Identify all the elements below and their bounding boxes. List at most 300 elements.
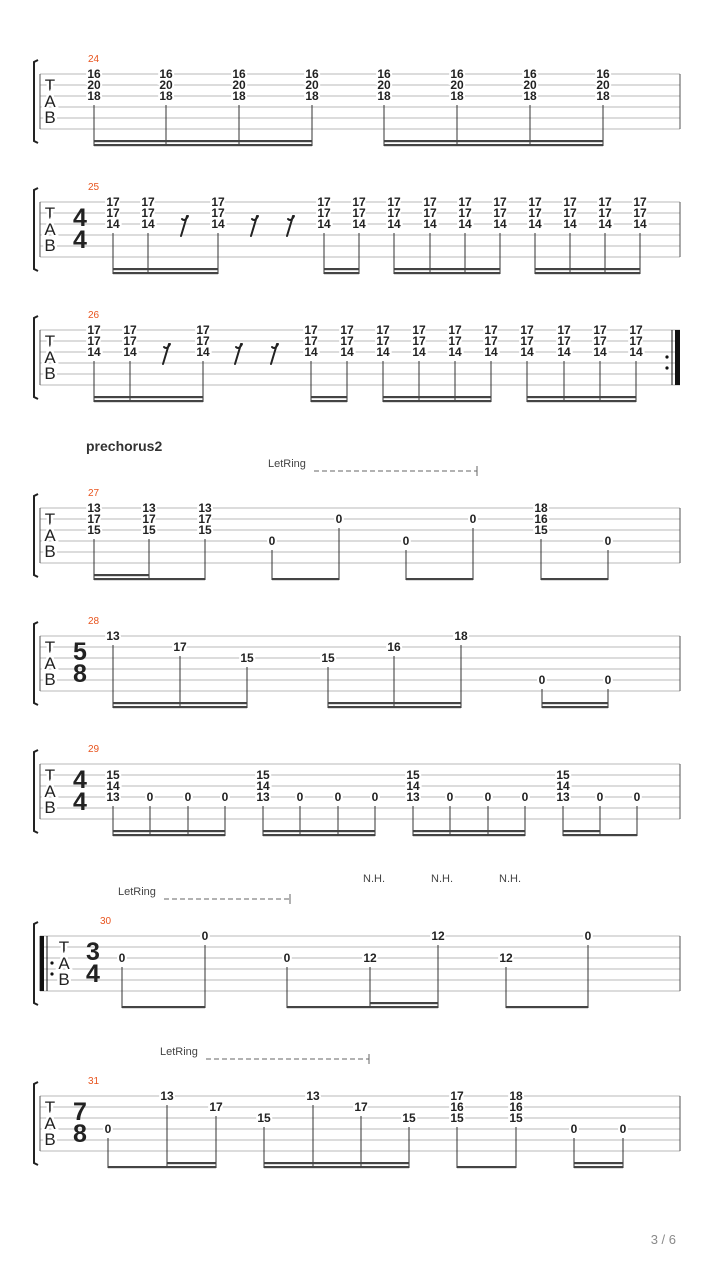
fret-number: 15 — [87, 523, 101, 537]
tab-clef-letter: B — [44, 108, 56, 127]
fret-number: 17 — [196, 323, 210, 337]
tab-clef-letter: B — [58, 970, 70, 989]
fret-number: 17 — [340, 334, 354, 348]
time-signature-digit: 4 — [73, 226, 87, 254]
fret-number: 17 — [633, 206, 647, 220]
fret-number: 17 — [317, 195, 331, 209]
fret-number: 17 — [629, 323, 643, 337]
fret-number: 0 — [296, 790, 304, 804]
fret-number: 0 — [604, 673, 612, 687]
fret-number: 0 — [334, 790, 342, 804]
fret-number: 15 — [406, 768, 420, 782]
fret-number: 0 — [184, 790, 192, 804]
fret-number: 17 — [142, 512, 156, 526]
fret-number: 0 — [633, 790, 641, 804]
repeat-dot — [665, 355, 668, 358]
repeat-end-thick-bar — [675, 330, 680, 385]
tab-clef-letter: T — [44, 332, 56, 351]
tab-clef-letter: T — [44, 204, 56, 223]
fret-number: 14 — [106, 217, 120, 231]
fret-number: 17 — [493, 195, 507, 209]
fret-number: 17 — [211, 195, 225, 209]
beam — [328, 702, 461, 704]
fret-number: 18 — [159, 89, 173, 103]
fret-number: 17 — [423, 206, 437, 220]
beam — [108, 1166, 216, 1168]
fret-number: 12 — [499, 951, 513, 965]
tab-clef-letter: B — [44, 670, 56, 689]
beam — [263, 830, 375, 832]
fret-number: 17 — [317, 206, 331, 220]
fret-number: 14 — [563, 217, 577, 231]
fret-number: 17 — [493, 206, 507, 220]
fret-number: 17 — [87, 334, 101, 348]
time-signature-digit: 5 — [73, 638, 87, 666]
fret-number: 17 — [376, 323, 390, 337]
fret-number: 20 — [596, 78, 610, 92]
measure-number: 26 — [88, 310, 100, 321]
fret-number: 14 — [448, 345, 462, 359]
tab-clef-letter: A — [44, 220, 56, 239]
fret-number: 17 — [520, 323, 534, 337]
fret-number: 12 — [431, 929, 445, 943]
fret-number: 14 — [633, 217, 647, 231]
beam — [264, 1162, 409, 1164]
tab-system-29 — [34, 744, 680, 836]
beam — [541, 578, 608, 580]
beam — [324, 268, 359, 270]
fret-number: 15 — [402, 1111, 416, 1125]
time-signature-digit: 4 — [73, 204, 87, 232]
tab-clef-letter: B — [44, 542, 56, 561]
beam — [406, 578, 473, 580]
fret-number: 20 — [305, 78, 319, 92]
fret-number: 17 — [629, 334, 643, 348]
natural-harmonic-label: N.H. — [499, 873, 521, 885]
fret-number: 14 — [412, 345, 426, 359]
fret-number: 13 — [256, 790, 270, 804]
fret-number: 15 — [556, 768, 570, 782]
fret-number: 20 — [377, 78, 391, 92]
fret-number: 15 — [450, 1111, 464, 1125]
time-signature-digit: 4 — [86, 960, 100, 988]
fret-number: 18 — [596, 89, 610, 103]
measure-number: 25 — [88, 182, 100, 193]
beam — [542, 702, 608, 704]
fret-number: 14 — [557, 345, 571, 359]
fret-number: 15 — [321, 651, 335, 665]
time-signature-digit: 3 — [86, 938, 100, 966]
beam — [394, 268, 500, 270]
time-signature-digit: 8 — [73, 1120, 87, 1148]
fret-number: 14 — [598, 217, 612, 231]
tab-system-26 — [34, 310, 680, 402]
fret-number: 15 — [534, 523, 548, 537]
beam — [94, 144, 312, 146]
fret-number: 0 — [283, 951, 291, 965]
fret-number: 18 — [523, 89, 537, 103]
sixteenth-rest — [163, 344, 170, 364]
fret-number: 17 — [557, 334, 571, 348]
fret-number: 17 — [557, 323, 571, 337]
fret-number: 14 — [123, 345, 137, 359]
beam — [527, 400, 636, 402]
repeat-start-thick-bar — [40, 936, 44, 991]
time-signature-digit: 4 — [73, 788, 87, 816]
system-bracket — [34, 316, 38, 399]
tab-system-31 — [34, 1046, 680, 1168]
beam — [113, 702, 247, 704]
sixteenth-rest — [287, 216, 294, 236]
fret-number: 18 — [377, 89, 391, 103]
tab-system-30 — [34, 873, 680, 1008]
beam — [311, 400, 347, 402]
time-signature-digit: 8 — [73, 660, 87, 688]
fret-number: 13 — [87, 501, 101, 515]
fret-number: 17 — [563, 206, 577, 220]
fret-number: 0 — [469, 512, 477, 526]
beam — [94, 578, 205, 580]
fret-number: 16 — [509, 1100, 523, 1114]
tab-clef-letter: A — [44, 1114, 56, 1133]
let-ring-label: LetRing — [160, 1046, 198, 1058]
beam — [122, 1006, 205, 1008]
fret-number: 20 — [232, 78, 246, 92]
fret-number: 0 — [570, 1122, 578, 1136]
section-label: prechorus2 — [86, 438, 163, 454]
sixteenth-rest — [235, 344, 242, 364]
fret-number: 14 — [106, 779, 120, 793]
fret-number: 0 — [221, 790, 229, 804]
fret-number: 18 — [305, 89, 319, 103]
fret-number: 0 — [596, 790, 604, 804]
fret-number: 18 — [232, 89, 246, 103]
fret-number: 18 — [454, 629, 468, 643]
fret-number: 17 — [593, 323, 607, 337]
fret-number: 12 — [363, 951, 377, 965]
beam — [94, 140, 312, 142]
fret-number: 0 — [201, 929, 209, 943]
beam — [94, 396, 203, 398]
fret-number: 16 — [305, 67, 319, 81]
fret-number: 0 — [584, 929, 592, 943]
tab-clef-letter: B — [44, 236, 56, 255]
fret-number: 15 — [257, 1111, 271, 1125]
tab-system-25 — [34, 182, 680, 274]
tab-clef-letter: T — [44, 76, 56, 95]
system-bracket — [34, 922, 38, 1005]
fret-number: 17 — [304, 323, 318, 337]
fret-number: 13 — [106, 629, 120, 643]
fret-number: 14 — [87, 345, 101, 359]
beam — [535, 272, 640, 274]
fret-number: 15 — [256, 768, 270, 782]
beam — [563, 830, 600, 832]
fret-number: 14 — [484, 345, 498, 359]
fret-number: 17 — [598, 195, 612, 209]
fret-number: 17 — [304, 334, 318, 348]
beam — [383, 400, 491, 402]
fret-number: 17 — [484, 334, 498, 348]
fret-number: 16 — [450, 67, 464, 81]
measure-number: 27 — [88, 488, 100, 499]
beam — [457, 1166, 516, 1168]
system-bracket — [34, 60, 38, 143]
system-bracket — [34, 750, 38, 833]
fret-number: 13 — [556, 790, 570, 804]
fret-number: 14 — [528, 217, 542, 231]
fret-number: 14 — [211, 217, 225, 231]
tab-clef-letter: B — [44, 798, 56, 817]
page-number: 3 / 6 — [650, 1232, 676, 1247]
natural-harmonic-label: N.H. — [431, 873, 453, 885]
repeat-dot — [665, 366, 668, 369]
fret-number: 0 — [521, 790, 529, 804]
fret-number: 17 — [484, 323, 498, 337]
fret-number: 18 — [87, 89, 101, 103]
fret-number: 14 — [256, 779, 270, 793]
fret-number: 17 — [87, 323, 101, 337]
fret-number: 16 — [87, 67, 101, 81]
fret-number: 17 — [198, 512, 212, 526]
beam — [264, 1166, 409, 1168]
sixteenth-rest — [251, 216, 258, 236]
fret-number: 14 — [352, 217, 366, 231]
fret-number: 17 — [528, 206, 542, 220]
beam — [94, 574, 149, 576]
fret-number: 17 — [563, 195, 577, 209]
fret-number: 20 — [87, 78, 101, 92]
tab-clef-letter: A — [44, 654, 56, 673]
fret-number: 14 — [376, 345, 390, 359]
fret-number: 14 — [493, 217, 507, 231]
fret-number: 15 — [240, 651, 254, 665]
beam — [535, 268, 640, 270]
fret-number: 0 — [538, 673, 546, 687]
beam — [574, 1162, 623, 1164]
fret-number: 17 — [387, 206, 401, 220]
fret-number: 0 — [146, 790, 154, 804]
fret-number: 13 — [106, 790, 120, 804]
fret-number: 17 — [598, 206, 612, 220]
fret-number: 0 — [619, 1122, 627, 1136]
fret-number: 0 — [118, 951, 126, 965]
fret-number: 13 — [160, 1089, 174, 1103]
fret-number: 16 — [387, 640, 401, 654]
tab-clef-letter: A — [44, 92, 56, 111]
natural-harmonic-label: N.H. — [363, 873, 385, 885]
system-bracket — [34, 494, 38, 577]
let-ring-label: LetRing — [268, 458, 306, 470]
beam — [328, 706, 461, 708]
fret-number: 14 — [141, 217, 155, 231]
fret-number: 17 — [448, 323, 462, 337]
fret-number: 0 — [104, 1122, 112, 1136]
fret-number: 20 — [450, 78, 464, 92]
beam — [394, 272, 500, 274]
fret-number: 17 — [376, 334, 390, 348]
fret-number: 17 — [354, 1100, 368, 1114]
fret-number: 17 — [123, 323, 137, 337]
fret-number: 18 — [534, 501, 548, 515]
beam — [113, 830, 225, 832]
beam — [94, 400, 203, 402]
fret-number: 15 — [509, 1111, 523, 1125]
measure-number: 29 — [88, 744, 100, 755]
beam — [383, 396, 491, 398]
fret-number: 17 — [123, 334, 137, 348]
fret-number: 17 — [340, 323, 354, 337]
tab-clef-letter: B — [44, 1130, 56, 1149]
beam — [272, 578, 339, 580]
fret-number: 17 — [412, 334, 426, 348]
fret-number: 17 — [520, 334, 534, 348]
tab-clef-letter: T — [44, 638, 56, 657]
fret-number: 0 — [335, 512, 343, 526]
fret-number: 14 — [196, 345, 210, 359]
fret-number: 17 — [352, 206, 366, 220]
fret-number: 17 — [141, 206, 155, 220]
tab-clef-letter: A — [44, 782, 56, 801]
fret-number: 0 — [268, 534, 276, 548]
fret-number: 14 — [317, 217, 331, 231]
system-bracket — [34, 622, 38, 705]
fret-number: 16 — [523, 67, 537, 81]
fret-number: 17 — [450, 1089, 464, 1103]
measure-number: 31 — [88, 1076, 100, 1087]
fret-number: 16 — [232, 67, 246, 81]
fret-number: 17 — [173, 640, 187, 654]
fret-number: 15 — [198, 523, 212, 537]
sixteenth-rest — [271, 344, 278, 364]
fret-number: 0 — [402, 534, 410, 548]
beam — [370, 1002, 438, 1004]
beam — [311, 396, 347, 398]
tab-clef-letter: T — [44, 510, 56, 529]
fret-number: 14 — [406, 779, 420, 793]
fret-number: 16 — [596, 67, 610, 81]
fret-number: 17 — [352, 195, 366, 209]
fret-number: 0 — [446, 790, 454, 804]
system-bracket — [34, 1082, 38, 1165]
fret-number: 13 — [406, 790, 420, 804]
tab-clef-letter: T — [58, 938, 70, 957]
fret-number: 17 — [458, 195, 472, 209]
fret-number: 14 — [340, 345, 354, 359]
repeat-dot — [50, 961, 53, 964]
fret-number: 16 — [377, 67, 391, 81]
beam — [324, 272, 359, 274]
fret-number: 17 — [423, 195, 437, 209]
fret-number: 13 — [198, 501, 212, 515]
fret-number: 14 — [593, 345, 607, 359]
time-signature-digit: 7 — [73, 1098, 87, 1126]
fret-number: 17 — [141, 195, 155, 209]
fret-number: 0 — [604, 534, 612, 548]
beam — [574, 1166, 623, 1168]
time-signature-digit: 4 — [73, 766, 87, 794]
fret-number: 17 — [633, 195, 647, 209]
repeat-dot — [50, 972, 53, 975]
fret-number: 16 — [534, 512, 548, 526]
measure-number: 24 — [88, 54, 100, 65]
fret-number: 16 — [450, 1100, 464, 1114]
fret-number: 0 — [484, 790, 492, 804]
beam — [113, 834, 225, 836]
system-bracket — [34, 188, 38, 271]
tab-clef-letter: A — [44, 348, 56, 367]
beam — [263, 834, 375, 836]
beam — [113, 706, 247, 708]
beam — [506, 1006, 588, 1008]
fret-number: 18 — [509, 1089, 523, 1103]
beam — [542, 706, 608, 708]
fret-number: 17 — [387, 195, 401, 209]
fret-number: 17 — [458, 206, 472, 220]
beam — [413, 830, 525, 832]
fret-number: 17 — [106, 195, 120, 209]
tab-clef-letter: T — [44, 1098, 56, 1117]
let-ring-label: LetRing — [118, 886, 156, 898]
fret-number: 17 — [448, 334, 462, 348]
fret-number: 15 — [142, 523, 156, 537]
fret-number: 14 — [629, 345, 643, 359]
beam — [287, 1006, 438, 1008]
tab-clef-letter: A — [44, 526, 56, 545]
beam — [384, 140, 603, 142]
fret-number: 17 — [87, 512, 101, 526]
fret-number: 0 — [371, 790, 379, 804]
beam — [113, 272, 218, 274]
fret-number: 17 — [211, 206, 225, 220]
sixteenth-rest — [181, 216, 188, 236]
beam — [113, 268, 218, 270]
fret-number: 14 — [304, 345, 318, 359]
fret-number: 17 — [528, 195, 542, 209]
tab-clef-letter: B — [44, 364, 56, 383]
measure-number: 30 — [100, 916, 112, 927]
fret-number: 14 — [556, 779, 570, 793]
fret-number: 17 — [196, 334, 210, 348]
fret-number: 20 — [159, 78, 173, 92]
beam — [413, 834, 525, 836]
fret-number: 17 — [106, 206, 120, 220]
fret-number: 20 — [523, 78, 537, 92]
beam — [563, 834, 637, 836]
fret-number: 14 — [423, 217, 437, 231]
fret-number: 13 — [306, 1089, 320, 1103]
tab-clef-letter: A — [58, 954, 70, 973]
fret-number: 14 — [387, 217, 401, 231]
tab-system-27 — [34, 458, 680, 580]
fret-number: 17 — [593, 334, 607, 348]
tab-system-24 — [34, 54, 680, 146]
fret-number: 13 — [142, 501, 156, 515]
fret-number: 14 — [520, 345, 534, 359]
measure-number: 28 — [88, 616, 100, 627]
fret-number: 16 — [159, 67, 173, 81]
fret-number: 17 — [209, 1100, 223, 1114]
beam — [527, 396, 636, 398]
tab-clef-letter: T — [44, 766, 56, 785]
fret-number: 14 — [458, 217, 472, 231]
fret-number: 18 — [450, 89, 464, 103]
beam — [167, 1162, 216, 1164]
fret-number: 17 — [412, 323, 426, 337]
fret-number: 15 — [106, 768, 120, 782]
tab-system-28 — [34, 616, 680, 708]
beam — [384, 144, 603, 146]
